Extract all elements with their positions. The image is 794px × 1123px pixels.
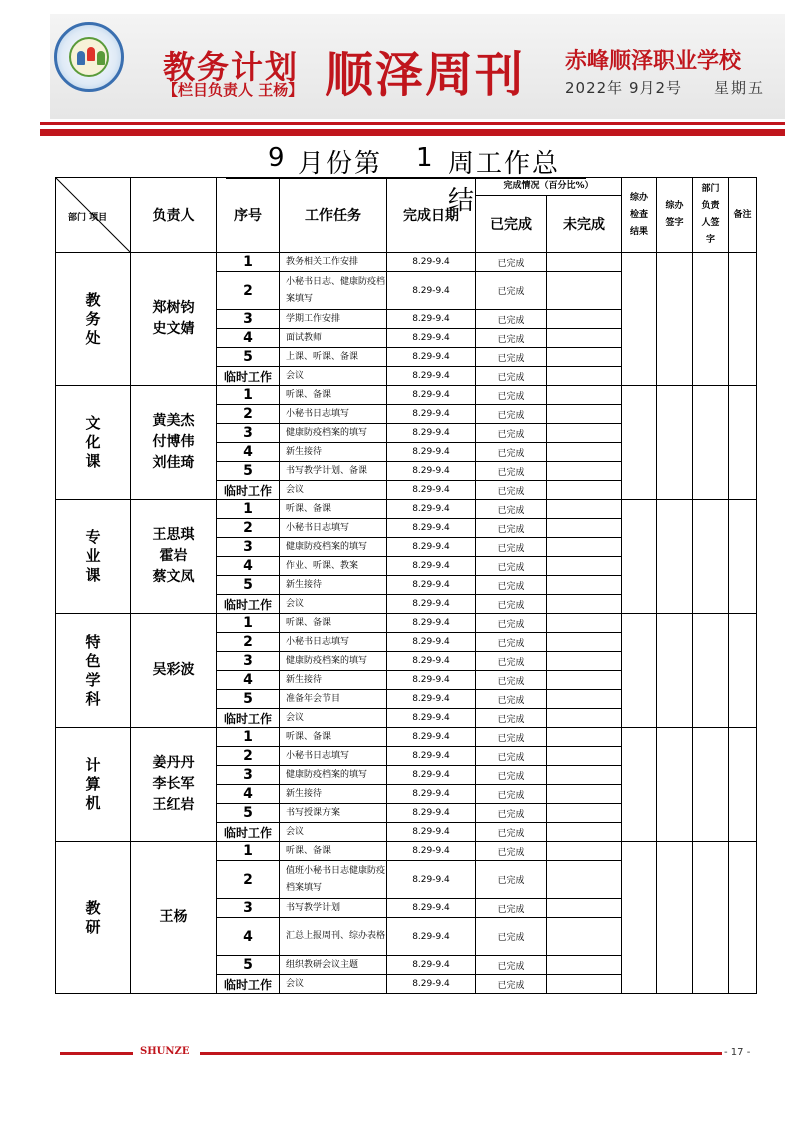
done-cell: 已完成 [476,500,547,519]
issue-date: 2022年 9月2号 [565,79,683,97]
date-cell: 8.29-9.4 [387,576,476,595]
person-cell [131,500,217,614]
undone-cell [547,804,622,823]
date-cell: 8.29-9.4 [387,253,476,272]
dept-char: 处 [85,328,101,347]
done-cell: 已完成 [476,367,547,386]
sign-cell [657,386,693,500]
undone-cell [547,785,622,804]
dept-char: 学 [85,670,101,689]
task-cell: 作业、听课、教案 [280,557,387,576]
undone-cell [547,861,622,899]
done-cell: 已完成 [476,519,547,538]
dept-sign-cell [693,614,729,728]
done-cell: 已完成 [476,538,547,557]
undone-cell [547,253,622,272]
done-header: 已完成 [476,196,547,253]
person-name: 刘佳琦 [152,455,195,471]
seq-cell: 3 [217,652,280,671]
person-name: 蔡文凤 [152,569,195,585]
undone-cell [547,614,622,633]
undone-cell [547,709,622,728]
done-cell: 已完成 [476,823,547,842]
remark-header: 备注 [729,178,757,253]
task-cell: 准备年会节目 [280,690,387,709]
dept-sign-cell [693,842,729,994]
sign-header-line: 签字 [665,218,684,228]
task-cell: 听课、备课 [280,386,387,405]
person-cell [131,728,217,842]
remark-cell [729,842,757,994]
date-cell: 8.29-9.4 [387,975,476,994]
dept-char: 专 [85,528,101,546]
date-cell: 8.29-9.4 [387,500,476,519]
sign-cell [657,728,693,842]
date-cell: 8.29-9.4 [387,405,476,424]
seq-cell: 5 [217,576,280,595]
seq-cell: 1 [217,842,280,861]
remark-cell [729,386,757,500]
check-cell [622,728,657,842]
undone-cell [547,899,622,918]
date-cell: 8.29-9.4 [387,899,476,918]
title-month-label: 月份第 [298,149,383,179]
done-cell: 已完成 [476,690,547,709]
dept-sign-header-line: 人签 [701,218,720,228]
undone-header: 未完成 [547,196,622,253]
dept-cell [56,842,131,994]
done-cell: 已完成 [476,329,547,348]
done-cell: 已完成 [476,310,547,329]
seq-cell: 1 [217,253,280,272]
page-number: - 17 - [724,1047,751,1058]
done-cell: 已完成 [476,956,547,975]
undone-cell [547,443,622,462]
seq-cell: 2 [217,861,280,899]
sign-cell [657,614,693,728]
date-cell: 8.29-9.4 [387,709,476,728]
done-cell: 已完成 [476,272,547,310]
dept-char: 教 [85,290,101,309]
person-cell [131,614,217,728]
issue-weekday: 星期五 [714,79,766,97]
done-cell: 已完成 [476,405,547,424]
task-cell: 值班小秘书日志健康防疫档案填写 [280,861,387,899]
seq-cell: 3 [217,424,280,443]
work-summary-table [55,177,757,994]
dept-cell [56,614,131,728]
task-cell: 教务相关工作安排 [280,253,387,272]
date-cell: 8.29-9.4 [387,690,476,709]
table-row [56,386,757,405]
done-cell: 已完成 [476,728,547,747]
person-header: 负责人 [131,178,217,253]
dept-sign-cell [693,728,729,842]
seq-cell: 1 [217,500,280,519]
task-cell: 组织教研会议主题 [280,956,387,975]
task-cell: 小秘书日志填写 [280,747,387,766]
undone-cell [547,367,622,386]
date-header: 完成日期 [387,178,476,253]
date-cell: 8.29-9.4 [387,633,476,652]
remark-cell [729,500,757,614]
undone-cell [547,405,622,424]
undone-cell [547,747,622,766]
task-cell: 面试教师 [280,329,387,348]
seq-cell: 3 [217,899,280,918]
seq-cell: 2 [217,519,280,538]
task-cell: 新生接待 [280,785,387,804]
task-cell: 学期工作安排 [280,310,387,329]
person-name: 王杨 [159,909,188,925]
header-divider [40,122,785,125]
task-cell: 小秘书日志填写 [280,405,387,424]
date-cell: 8.29-9.4 [387,557,476,576]
dept-char: 研 [85,917,101,936]
dept-char: 科 [85,689,101,708]
date-cell: 8.29-9.4 [387,785,476,804]
person-cell [131,253,217,386]
date-cell: 8.29-9.4 [387,481,476,500]
person-name: 王红岩 [152,797,195,813]
task-cell: 新生接待 [280,671,387,690]
date-cell: 8.29-9.4 [387,424,476,443]
task-cell: 书写教学计划、备课 [280,462,387,481]
date-cell: 8.29-9.4 [387,652,476,671]
check-cell [622,842,657,994]
person-cell [131,842,217,994]
dept-cell [56,728,131,842]
undone-cell [547,348,622,367]
undone-cell [547,329,622,348]
table-row [56,500,757,519]
dept-char: 机 [85,794,101,812]
done-cell: 已完成 [476,462,547,481]
seq-cell: 1 [217,728,280,747]
person-name: 黄美杰 [152,413,195,429]
date-cell: 8.29-9.4 [387,918,476,956]
seq-cell: 临时工作 [217,709,280,728]
school-name: 赤峰顺泽职业学校 [565,49,742,74]
undone-cell [547,595,622,614]
dept-cell [56,500,131,614]
task-cell: 会议 [280,595,387,614]
footer-line-right [200,1052,722,1055]
date-cell: 8.29-9.4 [387,804,476,823]
title-week: 1 [416,143,435,173]
task-cell: 会议 [280,975,387,994]
task-cell: 小秘书日志填写 [280,633,387,652]
done-cell: 已完成 [476,842,547,861]
table-row [56,842,757,861]
task-cell: 会议 [280,709,387,728]
seq-cell: 3 [217,766,280,785]
date-cell: 8.29-9.4 [387,272,476,310]
done-cell: 已完成 [476,595,547,614]
dept-char: 文 [85,414,101,432]
done-cell: 已完成 [476,443,547,462]
check-cell [622,614,657,728]
date-cell: 8.29-9.4 [387,443,476,462]
person-name: 霍岩 [159,548,188,564]
task-cell: 书写授课方案 [280,804,387,823]
seq-cell: 临时工作 [217,595,280,614]
date-cell: 8.29-9.4 [387,348,476,367]
done-cell: 已完成 [476,348,547,367]
check-header-line: 结果 [629,226,648,237]
remark-cell [729,614,757,728]
done-cell: 已完成 [476,253,547,272]
undone-cell [547,823,622,842]
undone-cell [547,728,622,747]
sign-cell [657,500,693,614]
date-cell: 8.29-9.4 [387,595,476,614]
dept-sign-cell [693,386,729,500]
title-month: 9 [268,143,287,173]
undone-cell [547,386,622,405]
dept-sign-cell [693,500,729,614]
seq-header: 序号 [217,178,280,253]
task-cell: 会议 [280,367,387,386]
task-cell: 健康防疫档案的填写 [280,652,387,671]
undone-cell [547,462,622,481]
undone-cell [547,842,622,861]
done-cell: 已完成 [476,557,547,576]
seq-cell: 5 [217,690,280,709]
done-cell: 已完成 [476,671,547,690]
seq-cell: 3 [217,538,280,557]
dept-sign-header-line: 部门 [701,184,720,194]
dept-char: 课 [85,566,101,584]
date-cell: 8.29-9.4 [387,766,476,785]
undone-cell [547,272,622,310]
sign-header [657,178,693,253]
seq-cell: 临时工作 [217,823,280,842]
check-cell [622,253,657,386]
date-cell: 8.29-9.4 [387,728,476,747]
undone-cell [547,576,622,595]
seq-cell: 3 [217,310,280,329]
done-cell: 已完成 [476,785,547,804]
date-cell: 8.29-9.4 [387,329,476,348]
task-cell: 小秘书日志、健康防疫档案填写 [280,272,387,310]
task-cell: 汇总上报周刊、综办表格 [280,918,387,956]
done-cell: 已完成 [476,918,547,956]
person-name: 王思琪 [152,527,195,543]
task-cell: 听课、备课 [280,614,387,633]
dept-project-label: 部门 项目 [68,213,108,223]
person-name: 姜丹丹 [152,755,195,771]
dept-char: 特 [85,632,101,651]
done-cell: 已完成 [476,652,547,671]
seq-cell: 5 [217,804,280,823]
dept-char: 计 [85,756,101,774]
task-cell: 会议 [280,823,387,842]
seq-cell: 2 [217,405,280,424]
seq-cell: 4 [217,557,280,576]
done-cell: 已完成 [476,861,547,899]
school-logo [54,22,124,92]
dept-sign-cell [693,253,729,386]
check-cell [622,500,657,614]
done-cell: 已完成 [476,899,547,918]
footer-brand: SHUNZE [140,1046,190,1057]
undone-cell [547,538,622,557]
person-cell [131,386,217,500]
undone-cell [547,975,622,994]
done-cell: 已完成 [476,633,547,652]
section-title: 教务计划 [163,48,300,86]
person-name: 李长军 [152,776,195,792]
seq-cell: 临时工作 [217,367,280,386]
seq-cell: 5 [217,462,280,481]
date-cell: 8.29-9.4 [387,671,476,690]
check-header-line: 综办 [629,192,648,203]
undone-cell [547,766,622,785]
date-cell: 8.29-9.4 [387,956,476,975]
undone-cell [547,671,622,690]
done-cell: 已完成 [476,576,547,595]
seq-cell: 1 [217,614,280,633]
undone-cell [547,557,622,576]
dept-char: 色 [85,651,101,670]
done-cell: 已完成 [476,747,547,766]
done-cell: 已完成 [476,481,547,500]
task-cell: 新生接待 [280,576,387,595]
seq-cell: 2 [217,747,280,766]
task-cell: 健康防疫档案的填写 [280,538,387,557]
seq-cell: 5 [217,956,280,975]
date-cell: 8.29-9.4 [387,386,476,405]
dept-sign-header [693,178,729,253]
date-cell: 8.29-9.4 [387,310,476,329]
seq-cell: 4 [217,443,280,462]
sign-header-line: 综办 [665,201,684,211]
date-cell: 8.29-9.4 [387,367,476,386]
dept-char: 教 [85,898,101,917]
task-cell: 会议 [280,481,387,500]
done-cell: 已完成 [476,766,547,785]
dept-char: 课 [85,452,101,470]
dept-project-header [56,178,131,253]
footer-line-left [60,1052,133,1055]
title-summary-label: 周工作总结 [448,149,561,216]
date-cell: 8.29-9.4 [387,823,476,842]
done-cell: 已完成 [476,975,547,994]
remark-cell [729,728,757,842]
date-cell: 8.29-9.4 [387,519,476,538]
done-cell: 已完成 [476,614,547,633]
date-cell: 8.29-9.4 [387,747,476,766]
undone-cell [547,690,622,709]
seq-cell: 5 [217,348,280,367]
dept-sign-header-line: 负责 [701,201,720,211]
date-cell: 8.29-9.4 [387,861,476,899]
dept-cell [56,253,131,386]
seq-cell: 4 [217,918,280,956]
done-cell: 已完成 [476,709,547,728]
seq-cell: 4 [217,785,280,804]
done-cell: 已完成 [476,804,547,823]
task-cell: 健康防疫档案的填写 [280,766,387,785]
sign-cell [657,842,693,994]
seq-cell: 2 [217,272,280,310]
seq-cell: 4 [217,671,280,690]
undone-cell [547,424,622,443]
dept-sign-header-line: 字 [705,235,715,245]
header-divider-thick [40,129,785,136]
dept-cell [56,386,131,500]
table-row [56,253,757,272]
seq-cell: 4 [217,329,280,348]
date-cell: 8.29-9.4 [387,462,476,481]
dept-char: 务 [85,309,101,328]
done-cell: 已完成 [476,386,547,405]
person-name: 史文婧 [152,321,195,337]
sign-cell [657,253,693,386]
table-row [56,728,757,747]
undone-cell [547,519,622,538]
undone-cell [547,918,622,956]
date-cell: 8.29-9.4 [387,614,476,633]
task-cell: 听课、备课 [280,500,387,519]
task-cell: 上课、听课、备课 [280,348,387,367]
section-editor: 【栏目负责人 王杨】 [163,81,304,99]
check-cell [622,386,657,500]
seq-cell: 2 [217,633,280,652]
check-header-line: 检查 [629,209,648,220]
dept-char: 业 [85,547,101,565]
table-row [56,614,757,633]
task-cell: 听课、备课 [280,728,387,747]
person-name: 吴彩波 [152,662,195,678]
date-cell: 8.29-9.4 [387,538,476,557]
person-name: 付博伟 [152,434,195,450]
undone-cell [547,500,622,519]
task-cell: 听课、备课 [280,842,387,861]
done-cell: 已完成 [476,424,547,443]
undone-cell [547,956,622,975]
completion-header: 完成情况（百分比%） [476,178,622,196]
person-name: 郑树钧 [152,300,195,316]
task-cell: 健康防疫档案的填写 [280,424,387,443]
remark-cell [729,253,757,386]
undone-cell [547,481,622,500]
task-cell: 书写教学计划 [280,899,387,918]
task-header: 工作任务 [280,178,387,253]
publication-title: 顺泽周刊 [325,47,526,103]
date-cell: 8.29-9.4 [387,842,476,861]
dept-char: 算 [85,775,101,793]
undone-cell [547,310,622,329]
check-header [622,178,657,253]
logo-emblem [69,37,109,77]
task-cell: 小秘书日志填写 [280,519,387,538]
seq-cell: 临时工作 [217,481,280,500]
task-cell: 新生接待 [280,443,387,462]
seq-cell: 1 [217,386,280,405]
undone-cell [547,633,622,652]
dept-char: 化 [85,433,101,451]
seq-cell: 临时工作 [217,975,280,994]
undone-cell [547,652,622,671]
